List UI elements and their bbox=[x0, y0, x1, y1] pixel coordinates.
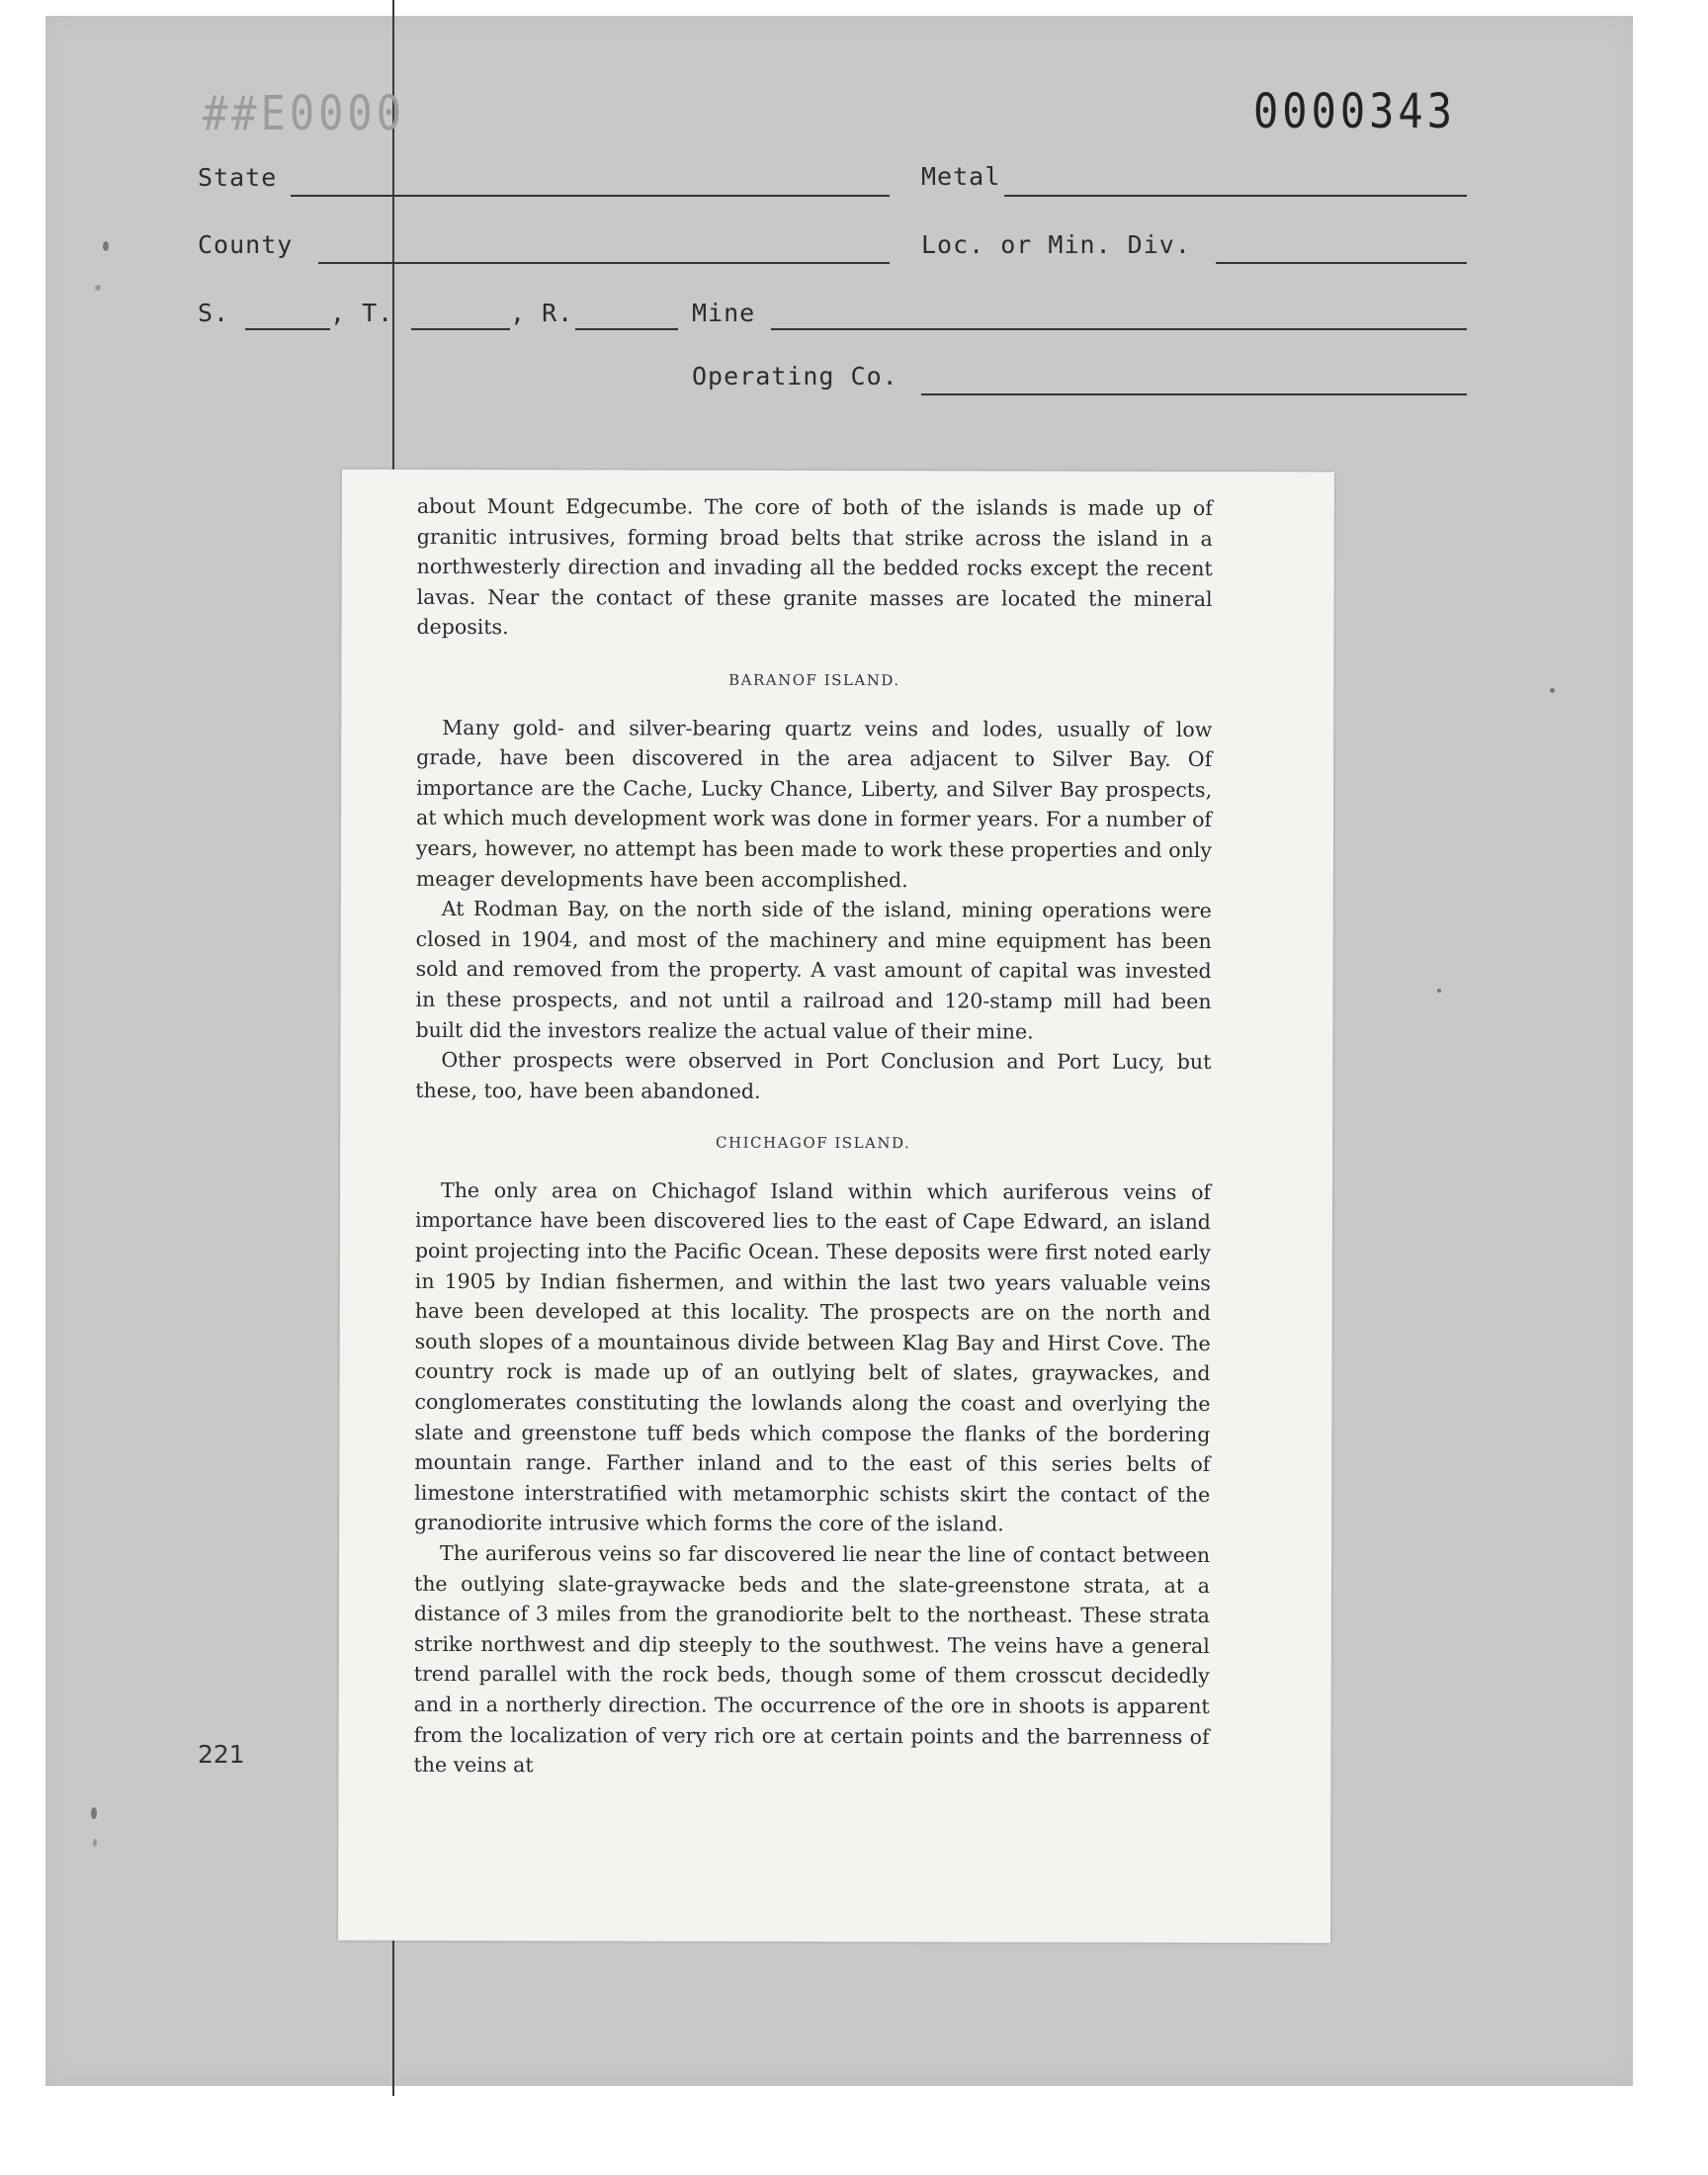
heading-chichagof-island: CHICHAGOF ISLAND. bbox=[716, 1133, 911, 1153]
metal-label: Metal bbox=[921, 162, 1001, 191]
faint-stamp-number: ##E0000 bbox=[203, 85, 406, 141]
township-label: , T. bbox=[330, 299, 394, 327]
speck bbox=[91, 1807, 97, 1819]
state-label: State bbox=[198, 163, 278, 192]
metal-field-line[interactable] bbox=[1004, 195, 1467, 197]
operating-co-label: Operating Co. bbox=[692, 362, 898, 391]
paragraph-auriferous-veins: The auriferous veins so far discovered lie near the line of contact between the outlying slate-graywacke beds and the slate-greenstone strata, at a distance of 3 miles from the granodiorite belt to the northeast. These strata strike northwest and dip steeply to the southwest. The veins have a general trend parallel with the rock beds, though some of them crosscut decidedly and in a northerly direction. The occurrence of the ore in shoots is apparent from the localization of very rich ore at certain points and the barrenness of the veins at bbox=[413, 1540, 1211, 1778]
mine-label: Mine bbox=[692, 299, 756, 327]
county-label: County bbox=[198, 230, 294, 259]
township-field-line[interactable] bbox=[411, 328, 510, 330]
state-field-line[interactable] bbox=[291, 195, 890, 197]
section-label: S. bbox=[198, 299, 230, 327]
pasted-clipping bbox=[338, 470, 1334, 1944]
speck bbox=[93, 1839, 97, 1847]
speck bbox=[103, 241, 109, 251]
clipping-text bbox=[413, 491, 1212, 1783]
operating-co-field-line[interactable] bbox=[921, 393, 1467, 395]
paragraph-rodman-bay: At Rodman Bay, on the north side of the island, mining operations were closed in 1904, and most of the machinery and mine equipment has been sold and removed from the property. A vast amount of capital was invested in these prospects, and not until a railroad and 120-stamp mill had been built did the investors realize the actual value of their mine. bbox=[415, 897, 1212, 1044]
intro-paragraph: about Mount Edgecumbe. The core of both of the islands is made up of granitic intrusives, forming broad belts that strike across the island in a northwesterly direction and invading all the bedded rocks except the recent lavas. Near the contact of these granite masses are located the mineral deposits. bbox=[416, 493, 1213, 640]
section-field-line[interactable] bbox=[245, 328, 330, 330]
speck bbox=[1437, 989, 1441, 993]
speck bbox=[1550, 688, 1555, 693]
document-number-stamp: 0000343 bbox=[1253, 83, 1457, 139]
paragraph-cape-edward: The only area on Chichagof Island within which auriferous veins of importance have been discovered lies to the east of Cape Edward, an island point projecting into the Pacific Ocean. These deposits were first noted early in 1905 by Indian fishermen, and within the last two years valuable veins have been developed at this locality. The prospects are on the north and south slopes of a mountainous divide between Klag Bay and Hirst Cove. The country rock is made up of an outlying belt of slates, graywackes, and conglomerates constituting the lowlands along the coast and overlying the slate and greenstone tuff beds which compose the flanks of the bordering mountain range. Farther inland and to the east of this series belts of limestone interstratified with metamorphic schists skirt the contact of the granodiorite intrusive which forms the core of the island. bbox=[414, 1177, 1212, 1536]
paragraph-silver-bay: Many gold- and silver-bearing quartz veins and lodes, usually of low grade, have been discovered in the area adjacent to Silver Bay. Of importance are the Cache, Lucky Chance, Liberty, and Silver Bay prospects, at which much development work was done in former years. For a number of years, however, no attempt has been made to work these properties and only meager developments have been accomplished. bbox=[415, 715, 1213, 892]
range-label: , R. bbox=[510, 299, 574, 327]
loc-min-div-field-line[interactable] bbox=[1216, 262, 1467, 264]
paragraph-port-conclusion: Other prospects were observed in Port Conclusion and Port Lucy, but these, too, have been abandoned. bbox=[415, 1048, 1212, 1103]
mine-field-line[interactable] bbox=[771, 328, 1467, 330]
speck bbox=[95, 285, 101, 291]
margin-page-number: 221 bbox=[198, 1740, 245, 1769]
loc-min-div-label: Loc. or Min. Div. bbox=[921, 230, 1191, 259]
heading-baranof-island: BARANOF ISLAND. bbox=[728, 670, 900, 690]
county-field-line[interactable] bbox=[318, 262, 890, 264]
range-field-line[interactable] bbox=[575, 328, 678, 330]
